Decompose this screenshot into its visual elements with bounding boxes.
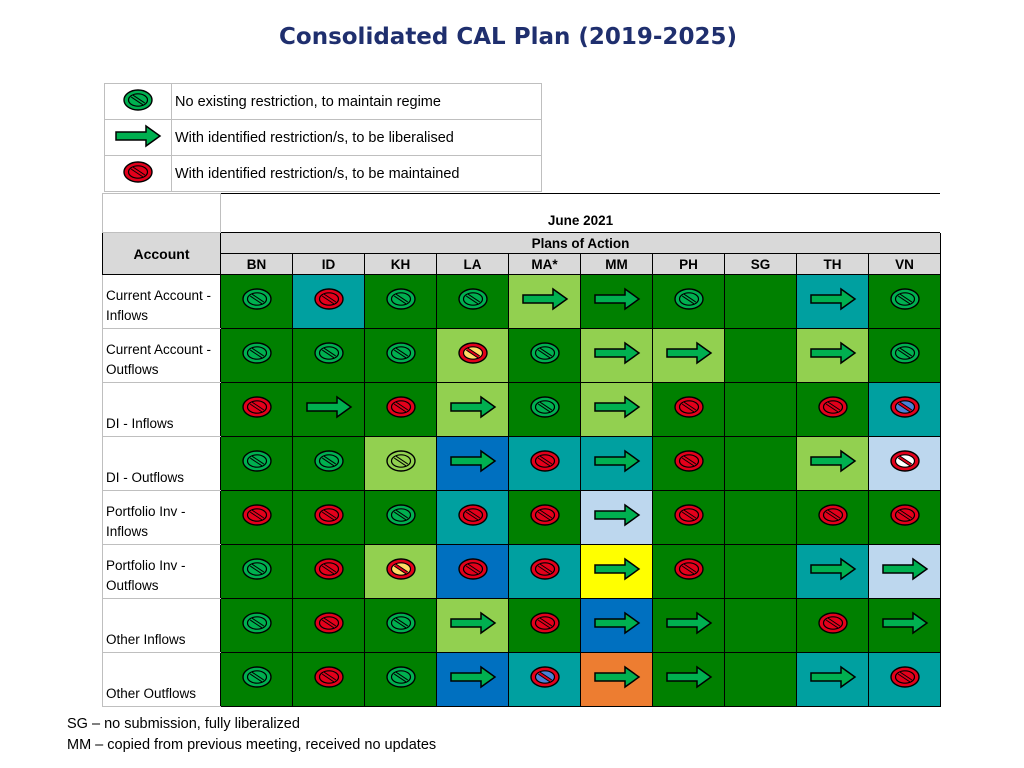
status-cell <box>509 599 581 653</box>
maintain-restriction-icon <box>385 557 417 581</box>
maintain-restriction-icon <box>673 449 705 473</box>
legend-label: With identified restriction/s, to be maintained <box>172 156 542 192</box>
no-restriction-icon <box>385 287 417 311</box>
status-cell <box>797 599 869 653</box>
no-restriction-icon <box>457 287 489 311</box>
country-header: SG <box>725 254 797 275</box>
status-cell <box>581 275 653 329</box>
status-cell <box>221 275 293 329</box>
status-cell <box>653 599 725 653</box>
no-restriction-icon <box>385 341 417 365</box>
status-cell <box>509 491 581 545</box>
status-cell <box>797 437 869 491</box>
status-cell <box>365 329 437 383</box>
maintain-restriction-icon <box>313 287 345 311</box>
maintain-restriction-icon <box>817 395 849 419</box>
table-row <box>103 491 941 545</box>
legend-icon-cell <box>105 156 172 192</box>
no-restriction-icon <box>313 341 345 365</box>
status-cell <box>293 437 365 491</box>
status-cell <box>653 491 725 545</box>
maintain-restriction-icon <box>385 395 417 419</box>
country-header: MA* <box>509 254 581 275</box>
footnote-mm: MM – copied from previous meeting, received no updates <box>67 737 437 753</box>
country-header: BN <box>221 254 293 275</box>
status-cell <box>581 491 653 545</box>
table-row <box>103 437 941 491</box>
page-title: Consolidated CAL Plan (2019-2025) <box>279 24 737 50</box>
maintain-restriction-icon <box>457 557 489 581</box>
status-cell <box>581 383 653 437</box>
status-cell <box>221 383 293 437</box>
liberalise-arrow-icon <box>449 665 497 689</box>
status-cell <box>581 329 653 383</box>
table-corner <box>103 194 221 233</box>
liberalise-arrow-icon <box>593 611 641 635</box>
status-cell <box>869 275 941 329</box>
status-cell <box>725 599 797 653</box>
legend-row <box>105 120 542 156</box>
maintain-restriction-icon <box>313 665 345 689</box>
maintain-restriction-icon <box>673 395 705 419</box>
status-cell <box>365 275 437 329</box>
table-row <box>103 545 941 599</box>
row-label: Other Outflows <box>103 653 221 707</box>
status-cell <box>365 599 437 653</box>
status-cell <box>797 329 869 383</box>
status-cell <box>797 383 869 437</box>
status-cell <box>437 437 509 491</box>
no-restriction-icon <box>529 341 561 365</box>
status-cell <box>509 437 581 491</box>
maintain-restriction-icon <box>889 665 921 689</box>
no-restriction-icon <box>313 449 345 473</box>
liberalise-arrow-icon <box>665 341 713 365</box>
table-row <box>103 329 941 383</box>
liberalise-arrow-icon <box>809 287 857 311</box>
status-cell <box>581 653 653 707</box>
row-label: Current Account - Outflows <box>103 329 221 383</box>
status-cell <box>869 329 941 383</box>
status-cell <box>365 491 437 545</box>
no-restriction-icon <box>385 503 417 527</box>
status-cell <box>725 545 797 599</box>
no-restriction-icon <box>385 449 417 473</box>
no-restriction-icon <box>241 341 273 365</box>
liberalise-arrow-icon <box>449 395 497 419</box>
table-row <box>103 383 941 437</box>
maintain-restriction-icon <box>457 341 489 365</box>
status-cell <box>221 545 293 599</box>
status-cell <box>365 383 437 437</box>
liberalise-arrow-icon <box>881 557 929 581</box>
status-cell <box>293 275 365 329</box>
status-cell <box>437 653 509 707</box>
row-label: DI - Outflows <box>103 437 221 491</box>
legend-row <box>105 156 542 192</box>
country-header: KH <box>365 254 437 275</box>
status-cell <box>581 599 653 653</box>
status-cell <box>293 329 365 383</box>
status-cell <box>797 545 869 599</box>
status-cell <box>869 545 941 599</box>
status-cell <box>725 383 797 437</box>
status-cell <box>653 653 725 707</box>
status-cell <box>725 275 797 329</box>
no-restriction-icon <box>889 341 921 365</box>
status-cell <box>365 653 437 707</box>
row-label: Portfolio Inv - Outflows <box>103 545 221 599</box>
maintain-restriction-icon <box>673 557 705 581</box>
status-cell <box>869 653 941 707</box>
status-cell <box>509 275 581 329</box>
row-label: Other Inflows <box>103 599 221 653</box>
country-header: ID <box>293 254 365 275</box>
no-restriction-icon <box>529 395 561 419</box>
maintain-restriction-icon <box>529 557 561 581</box>
no-restriction-icon <box>241 665 273 689</box>
maintain-restriction-icon <box>313 611 345 635</box>
no-restriction-icon <box>241 449 273 473</box>
no-restriction-icon <box>385 665 417 689</box>
status-cell <box>293 653 365 707</box>
maintain-restriction-icon <box>122 160 154 184</box>
liberalise-arrow-icon <box>449 611 497 635</box>
status-cell <box>869 491 941 545</box>
liberalise-arrow-icon <box>809 557 857 581</box>
legend-label: No existing restriction, to maintain regime <box>172 84 542 120</box>
liberalise-arrow-icon <box>593 287 641 311</box>
row-label: DI - Inflows <box>103 383 221 437</box>
status-cell <box>509 653 581 707</box>
status-cell <box>725 491 797 545</box>
status-cell <box>653 437 725 491</box>
status-cell <box>581 545 653 599</box>
liberalise-arrow-icon <box>809 665 857 689</box>
liberalise-arrow-icon <box>593 557 641 581</box>
legend-label: With identified restriction/s, to be liberalised <box>172 120 542 156</box>
status-cell <box>221 653 293 707</box>
row-label: Current Account - Inflows <box>103 275 221 329</box>
liberalise-arrow-icon <box>809 341 857 365</box>
country-header: VN <box>869 254 941 275</box>
no-restriction-icon <box>241 611 273 635</box>
no-restriction-icon <box>673 287 705 311</box>
maintain-restriction-icon <box>529 611 561 635</box>
maintain-restriction-icon <box>241 395 273 419</box>
status-cell <box>221 437 293 491</box>
table-row <box>103 599 941 653</box>
maintain-restriction-icon <box>817 503 849 527</box>
liberalise-arrow-icon <box>593 503 641 527</box>
status-cell <box>869 599 941 653</box>
status-cell <box>581 437 653 491</box>
status-cell <box>221 599 293 653</box>
status-cell <box>437 383 509 437</box>
maintain-restriction-icon <box>241 503 273 527</box>
status-cell <box>509 545 581 599</box>
status-cell <box>293 383 365 437</box>
maintain-restriction-icon <box>673 503 705 527</box>
liberalise-arrow-icon <box>449 449 497 473</box>
status-cell <box>437 491 509 545</box>
status-cell <box>653 275 725 329</box>
liberalise-arrow-icon <box>881 611 929 635</box>
status-cell <box>437 329 509 383</box>
footnote-sg: SG – no submission, fully liberalized <box>67 716 300 732</box>
country-header: TH <box>797 254 869 275</box>
status-cell <box>869 383 941 437</box>
maintain-restriction-icon <box>529 503 561 527</box>
status-cell <box>725 653 797 707</box>
no-restriction-icon <box>889 287 921 311</box>
maintain-restriction-icon <box>457 503 489 527</box>
legend-row <box>105 84 542 120</box>
table-date-header: June 2021 <box>221 194 941 233</box>
legend-icon-cell <box>105 84 172 120</box>
liberalise-arrow-icon <box>521 287 569 311</box>
status-cell <box>797 491 869 545</box>
status-cell <box>797 275 869 329</box>
row-label: Portfolio Inv - Inflows <box>103 491 221 545</box>
maintain-restriction-icon <box>313 503 345 527</box>
status-cell <box>365 437 437 491</box>
liberalise-arrow-icon <box>593 449 641 473</box>
liberalise-arrow-icon <box>593 341 641 365</box>
liberalise-arrow-icon <box>665 665 713 689</box>
liberalise-arrow-icon <box>593 395 641 419</box>
status-cell <box>869 437 941 491</box>
legend-icon-cell <box>105 120 172 156</box>
footnotes <box>67 714 436 756</box>
status-cell <box>797 653 869 707</box>
status-cell <box>509 329 581 383</box>
no-restriction-icon <box>241 287 273 311</box>
legend-table <box>104 83 542 192</box>
status-cell <box>725 437 797 491</box>
no-restriction-icon <box>241 557 273 581</box>
status-cell <box>437 275 509 329</box>
account-header: Account <box>103 233 221 275</box>
liberalise-arrow-icon <box>665 611 713 635</box>
cal-plan-table <box>102 193 941 707</box>
status-cell <box>293 599 365 653</box>
table-row <box>103 653 941 707</box>
status-cell <box>365 545 437 599</box>
maintain-restriction-icon <box>529 449 561 473</box>
status-cell <box>653 329 725 383</box>
table-row <box>103 275 941 329</box>
plans-of-action-header: Plans of Action <box>221 233 941 254</box>
status-cell <box>653 545 725 599</box>
status-cell <box>653 383 725 437</box>
liberalise-arrow-icon <box>809 449 857 473</box>
status-cell <box>221 491 293 545</box>
maintain-restriction-icon <box>529 665 561 689</box>
no-restriction-icon <box>122 88 154 112</box>
country-header: MM <box>581 254 653 275</box>
maintain-restriction-icon <box>889 395 921 419</box>
no-restriction-icon <box>385 611 417 635</box>
maintain-restriction-icon <box>889 449 921 473</box>
status-cell <box>293 545 365 599</box>
maintain-restriction-icon <box>889 503 921 527</box>
liberalise-arrow-icon <box>114 124 162 148</box>
country-header: PH <box>653 254 725 275</box>
status-cell <box>509 383 581 437</box>
liberalise-arrow-icon <box>593 665 641 689</box>
maintain-restriction-icon <box>817 611 849 635</box>
country-header: LA <box>437 254 509 275</box>
status-cell <box>437 545 509 599</box>
status-cell <box>293 491 365 545</box>
liberalise-arrow-icon <box>305 395 353 419</box>
status-cell <box>437 599 509 653</box>
status-cell <box>725 329 797 383</box>
status-cell <box>221 329 293 383</box>
maintain-restriction-icon <box>313 557 345 581</box>
